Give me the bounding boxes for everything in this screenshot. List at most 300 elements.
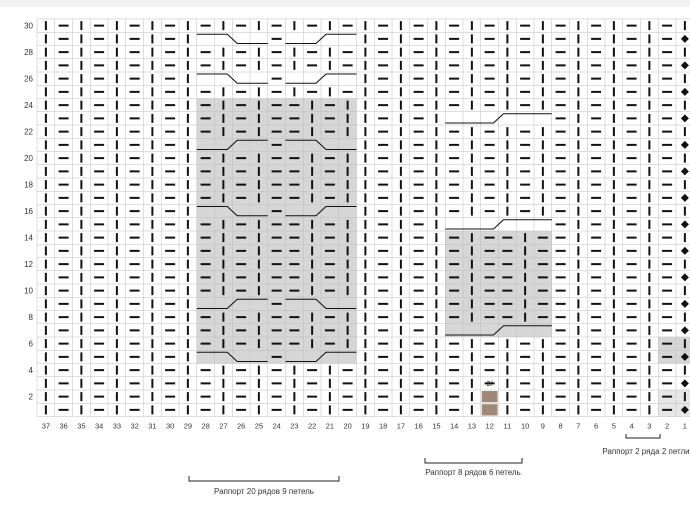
knit-stitch <box>648 140 650 149</box>
purl-stitch <box>272 210 282 212</box>
knit-stitch <box>542 392 544 401</box>
knit-stitch <box>435 167 437 176</box>
purl-stitch <box>556 197 566 199</box>
knit-stitch <box>151 154 153 163</box>
knit-stitch <box>311 114 313 123</box>
knit-stitch <box>542 74 544 83</box>
purl-stitch <box>449 184 459 186</box>
knit-stitch <box>364 299 366 308</box>
knit-stitch <box>542 21 544 30</box>
purl-stitch <box>272 144 282 146</box>
knit-stitch <box>400 366 402 375</box>
purl-stitch <box>272 396 282 398</box>
knit-stitch <box>311 326 313 335</box>
knit-stitch <box>258 233 260 242</box>
knit-stitch <box>613 233 615 242</box>
purl-stitch <box>325 316 335 318</box>
purl-stitch <box>272 184 282 186</box>
knit-stitch <box>258 21 260 30</box>
knit-stitch <box>577 101 579 110</box>
purl-stitch <box>165 144 175 146</box>
purl-stitch <box>201 409 211 411</box>
purl-stitch <box>325 157 335 159</box>
knit-stitch <box>684 48 686 57</box>
purl-stitch <box>556 157 566 159</box>
knit-stitch <box>364 193 366 202</box>
purl-stitch <box>520 184 530 186</box>
knit-stitch <box>258 154 260 163</box>
knit-stitch <box>347 193 349 202</box>
purl-stitch <box>236 91 246 93</box>
knit-stitch <box>577 193 579 202</box>
purl-stitch <box>130 356 140 358</box>
purl-stitch <box>378 104 388 106</box>
column-label: 13 <box>467 421 477 431</box>
knit-stitch <box>116 193 118 202</box>
knit-stitch <box>648 299 650 308</box>
purl-stitch <box>449 263 459 265</box>
knit-stitch <box>116 220 118 229</box>
knit-stitch <box>329 379 331 388</box>
purl-stitch <box>414 343 424 345</box>
purl-stitch <box>165 223 175 225</box>
knit-stitch <box>542 193 544 202</box>
purl-stitch <box>94 276 104 278</box>
purl-stitch <box>485 276 495 278</box>
knit-stitch <box>400 114 402 123</box>
knit-stitch <box>187 140 189 149</box>
purl-stitch <box>130 276 140 278</box>
knit-stitch <box>116 21 118 30</box>
purl-stitch <box>449 144 459 146</box>
purl-stitch <box>485 184 495 186</box>
purl-stitch <box>289 276 299 278</box>
purl-stitch <box>378 276 388 278</box>
edge-stitch-diamond <box>681 379 689 387</box>
knit-stitch <box>400 405 402 414</box>
knit-stitch <box>471 34 473 43</box>
purl-stitch <box>502 290 512 292</box>
purl-stitch <box>94 210 104 212</box>
knit-stitch <box>471 233 473 242</box>
purl-stitch <box>59 117 69 119</box>
purl-stitch <box>591 329 601 331</box>
purl-stitch <box>272 170 282 172</box>
row-label-left: 26 <box>24 74 33 84</box>
purl-stitch <box>520 382 530 384</box>
knit-stitch <box>577 154 579 163</box>
knit-stitch <box>311 273 313 282</box>
purl-stitch <box>627 237 637 239</box>
knit-stitch <box>364 326 366 335</box>
purl-stitch <box>201 25 211 27</box>
purl-stitch <box>165 117 175 119</box>
knit-stitch <box>222 379 224 388</box>
knit-stitch <box>258 220 260 229</box>
purl-stitch <box>378 396 388 398</box>
purl-stitch <box>59 78 69 80</box>
purl-stitch <box>662 184 672 186</box>
knit-stitch <box>45 154 47 163</box>
knit-stitch <box>116 352 118 361</box>
knit-stitch <box>311 233 313 242</box>
stitch-symbols <box>45 21 689 415</box>
knit-stitch <box>311 193 313 202</box>
knit-stitch <box>364 74 366 83</box>
purl-stitch <box>130 91 140 93</box>
column-label: 37 <box>41 421 51 431</box>
purl-stitch <box>520 409 530 411</box>
knit-stitch <box>45 392 47 401</box>
purl-stitch <box>272 316 282 318</box>
knit-stitch <box>648 87 650 96</box>
knit-stitch <box>45 313 47 322</box>
knit-stitch <box>613 286 615 295</box>
knit-stitch <box>471 392 473 401</box>
knit-stitch <box>187 313 189 322</box>
purl-stitch <box>556 303 566 305</box>
knit-stitch <box>524 260 526 269</box>
knit-stitch <box>311 246 313 255</box>
purl-stitch <box>94 51 104 53</box>
knit-stitch <box>613 127 615 136</box>
knit-stitch <box>222 127 224 136</box>
repeat-label-2: Раппорт 8 рядов 6 петель <box>425 468 521 477</box>
purl-stitch <box>627 117 637 119</box>
purl-stitch <box>662 290 672 292</box>
knit-stitch <box>258 379 260 388</box>
knit-stitch <box>222 180 224 189</box>
knit-stitch <box>222 220 224 229</box>
knit-stitch <box>506 180 508 189</box>
knit-stitch <box>577 48 579 57</box>
purl-stitch <box>627 104 637 106</box>
purl-stitch <box>414 303 424 305</box>
purl-stitch <box>165 382 175 384</box>
purl-stitch <box>485 144 495 146</box>
knit-stitch <box>187 392 189 401</box>
purl-stitch <box>627 64 637 66</box>
purl-stitch <box>343 396 353 398</box>
purl-stitch <box>94 170 104 172</box>
knit-stitch <box>80 140 82 149</box>
knit-stitch <box>364 127 366 136</box>
purl-stitch <box>485 78 495 80</box>
knit-stitch <box>258 246 260 255</box>
knit-stitch <box>151 167 153 176</box>
knit-stitch <box>613 180 615 189</box>
purl-stitch <box>449 210 459 212</box>
purl-stitch <box>94 223 104 225</box>
axis-labels <box>24 22 690 431</box>
knit-stitch <box>400 220 402 229</box>
purl-stitch <box>325 290 335 292</box>
knit-stitch <box>577 140 579 149</box>
purl-stitch <box>307 91 317 93</box>
knit-stitch <box>471 379 473 388</box>
purl-stitch <box>165 329 175 331</box>
edge-stitch-diamond <box>681 220 689 228</box>
knit-stitch <box>684 207 686 216</box>
knit-stitch <box>613 207 615 216</box>
knit-stitch <box>151 366 153 375</box>
purl-stitch <box>556 250 566 252</box>
knit-stitch <box>435 101 437 110</box>
knit-stitch <box>364 260 366 269</box>
knit-stitch <box>151 34 153 43</box>
purl-stitch <box>502 237 512 239</box>
purl-stitch <box>130 237 140 239</box>
knit-stitch <box>648 127 650 136</box>
knit-stitch <box>222 114 224 123</box>
purl-stitch <box>130 250 140 252</box>
knit-stitch <box>187 220 189 229</box>
purl-stitch <box>272 91 282 93</box>
purl-stitch <box>94 356 104 358</box>
edge-stitch-diamond <box>681 167 689 175</box>
knit-stitch <box>45 286 47 295</box>
purl-stitch <box>59 131 69 133</box>
knit-stitch <box>116 273 118 282</box>
purl-stitch <box>165 157 175 159</box>
purl-stitch <box>591 131 601 133</box>
knit-stitch <box>506 379 508 388</box>
knit-stitch <box>45 299 47 308</box>
purl-stitch <box>662 117 672 119</box>
knit-stitch <box>293 366 295 375</box>
purl-stitch <box>236 250 246 252</box>
purl-stitch <box>130 382 140 384</box>
purl-stitch <box>591 78 601 80</box>
purl-stitch <box>201 51 211 53</box>
purl-stitch <box>414 356 424 358</box>
knit-stitch <box>187 114 189 123</box>
knit-stitch <box>222 405 224 414</box>
edge-stitch-diamond <box>681 300 689 308</box>
knit-stitch <box>258 260 260 269</box>
column-label: 34 <box>94 421 104 431</box>
purl-stitch <box>325 197 335 199</box>
knit-stitch <box>648 21 650 30</box>
knit-stitch <box>400 140 402 149</box>
knit-stitch <box>471 193 473 202</box>
knit-stitch <box>364 87 366 96</box>
knit-stitch <box>45 273 47 282</box>
knit-stitch <box>364 48 366 57</box>
knit-stitch <box>648 154 650 163</box>
knit-stitch <box>45 207 47 216</box>
knit-stitch <box>648 273 650 282</box>
knit-stitch <box>577 286 579 295</box>
knit-stitch <box>684 260 686 269</box>
knit-stitch <box>364 207 366 216</box>
purl-stitch <box>343 51 353 53</box>
purl-stitch <box>591 263 601 265</box>
purl-stitch <box>236 184 246 186</box>
purl-stitch <box>414 197 424 199</box>
purl-stitch <box>662 369 672 371</box>
knit-stitch <box>435 260 437 269</box>
purl-stitch <box>520 343 530 345</box>
bobble-symbol-label: 2/ <box>486 380 493 388</box>
purl-stitch <box>236 157 246 159</box>
knit-stitch <box>45 246 47 255</box>
purl-stitch <box>130 316 140 318</box>
column-label: 10 <box>520 421 530 431</box>
knit-stitch <box>80 101 82 110</box>
purl-stitch <box>556 38 566 40</box>
purl-stitch <box>662 197 672 199</box>
knit-stitch <box>187 326 189 335</box>
knit-stitch <box>435 352 437 361</box>
purl-stitch <box>165 316 175 318</box>
knit-stitch <box>613 48 615 57</box>
knit-stitch <box>258 286 260 295</box>
knit-stitch <box>80 61 82 70</box>
purl-stitch <box>130 170 140 172</box>
knit-stitch <box>80 313 82 322</box>
purl-stitch <box>556 409 566 411</box>
purl-stitch <box>165 25 175 27</box>
purl-stitch <box>94 25 104 27</box>
purl-stitch <box>325 276 335 278</box>
purl-stitch <box>556 131 566 133</box>
knit-stitch <box>311 220 313 229</box>
column-label: 4 <box>629 421 634 431</box>
purl-stitch <box>201 237 211 239</box>
knit-stitch <box>116 140 118 149</box>
repeat-label-3: Раппорт 2 ряда 2 петли <box>602 447 690 456</box>
purl-stitch <box>325 223 335 225</box>
knit-stitch <box>435 273 437 282</box>
knit-stitch <box>151 260 153 269</box>
purl-stitch <box>556 276 566 278</box>
knit-stitch <box>187 246 189 255</box>
knit-stitch <box>116 246 118 255</box>
knit-stitch <box>293 392 295 401</box>
knit-stitch <box>364 114 366 123</box>
purl-stitch <box>94 184 104 186</box>
knit-stitch <box>222 167 224 176</box>
knit-stitch <box>116 313 118 322</box>
purl-stitch <box>591 343 601 345</box>
purl-stitch <box>272 303 282 305</box>
knit-stitch <box>400 207 402 216</box>
knit-stitch <box>471 299 473 308</box>
knit-stitch <box>648 193 650 202</box>
knit-stitch <box>45 127 47 136</box>
edge-stitch-diamond <box>681 247 689 255</box>
edge-stitch-diamond <box>681 114 689 122</box>
purl-stitch <box>378 303 388 305</box>
purl-stitch <box>289 117 299 119</box>
purl-stitch <box>94 38 104 40</box>
knit-stitch <box>471 154 473 163</box>
purl-stitch <box>59 356 69 358</box>
knit-stitch <box>258 392 260 401</box>
knit-stitch <box>364 220 366 229</box>
knit-stitch <box>364 21 366 30</box>
knit-stitch <box>613 326 615 335</box>
purl-stitch <box>662 303 672 305</box>
purl-stitch <box>94 131 104 133</box>
purl-stitch <box>556 64 566 66</box>
knit-stitch <box>506 154 508 163</box>
knit-stitch <box>471 207 473 216</box>
knit-stitch <box>329 61 331 70</box>
purl-stitch <box>165 369 175 371</box>
knit-stitch <box>293 405 295 414</box>
knit-stitch <box>45 21 47 30</box>
purl-stitch <box>378 250 388 252</box>
purl-stitch <box>627 290 637 292</box>
column-label: 24 <box>272 421 281 431</box>
purl-stitch <box>378 237 388 239</box>
purl-stitch <box>272 197 282 199</box>
purl-stitch <box>414 64 424 66</box>
purl-stitch <box>165 78 175 80</box>
purl-stitch <box>272 343 282 345</box>
knit-stitch <box>187 233 189 242</box>
knit-stitch <box>45 220 47 229</box>
purl-stitch <box>236 104 246 106</box>
knit-stitch <box>222 273 224 282</box>
purl-stitch <box>94 396 104 398</box>
knit-stitch <box>577 74 579 83</box>
purl-stitch <box>236 223 246 225</box>
purl-stitch <box>378 170 388 172</box>
purl-stitch <box>130 329 140 331</box>
knit-stitch <box>435 286 437 295</box>
purl-stitch <box>662 223 672 225</box>
purl-stitch <box>414 396 424 398</box>
knit-stitch <box>684 74 686 83</box>
purl-stitch <box>165 356 175 358</box>
purl-stitch <box>485 170 495 172</box>
knit-stitch <box>151 114 153 123</box>
knit-stitch <box>347 273 349 282</box>
purl-stitch <box>378 25 388 27</box>
purl-stitch <box>556 356 566 358</box>
knit-stitch <box>151 87 153 96</box>
purl-stitch <box>165 38 175 40</box>
purl-stitch <box>520 157 530 159</box>
purl-stitch <box>59 184 69 186</box>
purl-stitch <box>627 184 637 186</box>
knit-stitch <box>435 220 437 229</box>
knit-stitch <box>151 379 153 388</box>
knit-stitch <box>80 405 82 414</box>
purl-stitch <box>201 276 211 278</box>
knit-stitch <box>347 180 349 189</box>
knit-stitch <box>116 48 118 57</box>
knit-stitch <box>222 326 224 335</box>
knit-stitch <box>116 405 118 414</box>
purl-stitch <box>272 409 282 411</box>
knit-stitch <box>471 273 473 282</box>
knit-stitch <box>222 392 224 401</box>
purl-stitch <box>325 343 335 345</box>
purl-stitch <box>289 157 299 159</box>
purl-stitch <box>236 409 246 411</box>
purl-stitch <box>449 409 459 411</box>
purl-stitch <box>236 25 246 27</box>
purl-stitch <box>662 237 672 239</box>
knit-stitch <box>613 154 615 163</box>
purl-stitch <box>272 131 282 133</box>
column-label: 16 <box>414 421 423 431</box>
knit-stitch <box>258 101 260 110</box>
